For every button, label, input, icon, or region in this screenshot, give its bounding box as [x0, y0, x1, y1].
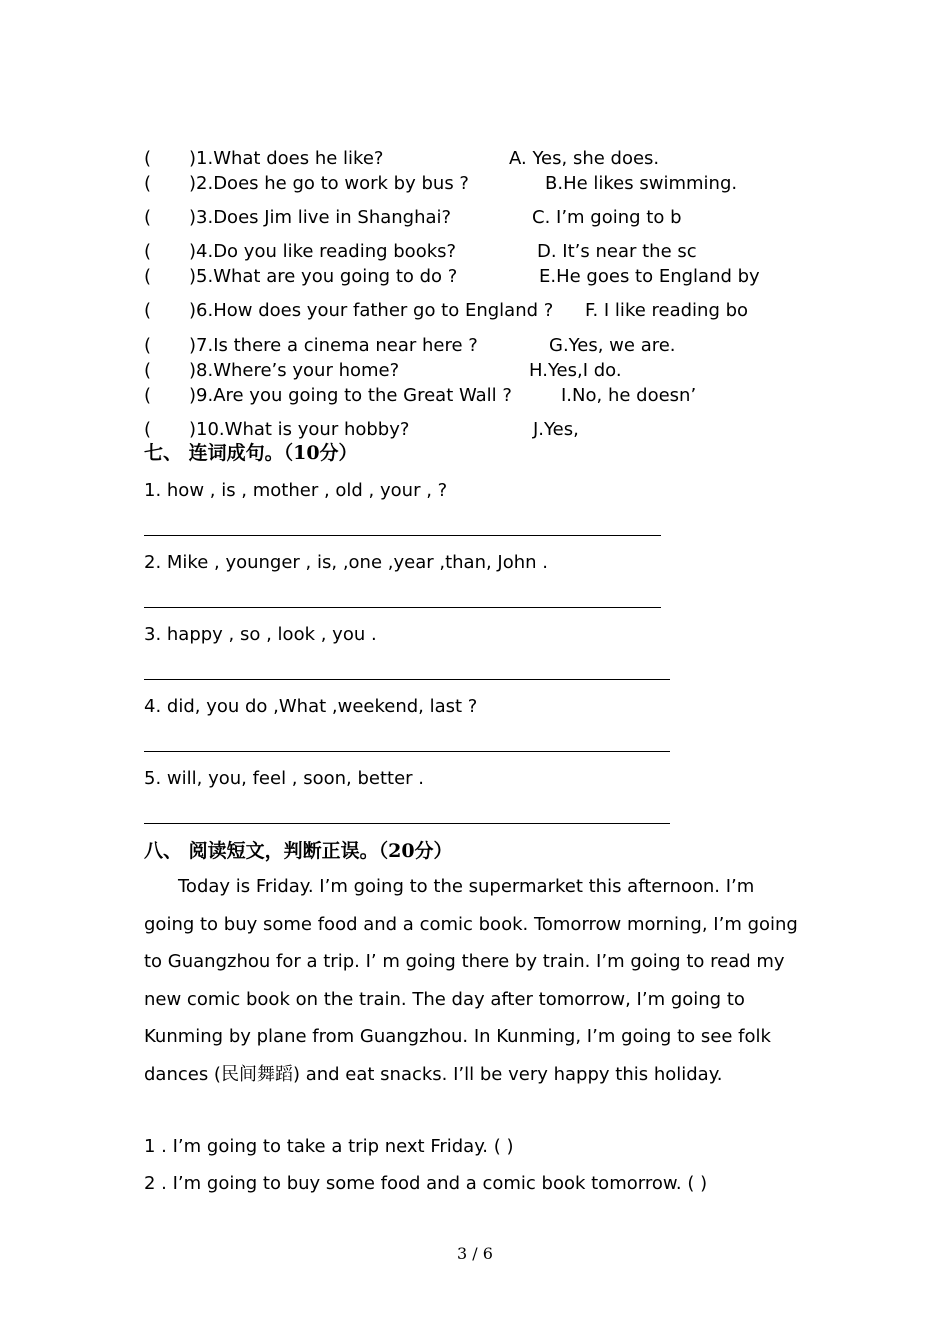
sentence-item: 4. did, you do ,What ,weekend, last ? — [144, 696, 478, 717]
question-text: )1.What does he like? — [189, 148, 384, 169]
answer-paren: ( — [144, 148, 152, 169]
answer-paren: ( — [144, 207, 152, 228]
sentence-item: 3. happy , so , look , you . — [144, 624, 377, 645]
answer-line — [144, 607, 661, 608]
question-text: )5.What are you going to do ? — [189, 266, 458, 287]
answer-option: I.No, he doesn’ — [561, 385, 697, 406]
answer-option: F. I like reading bo — [585, 300, 749, 321]
judgement-question: 2 . I’m going to buy some food and a comic book tomorrow. ( ) — [144, 1173, 708, 1194]
answer-paren: ( — [144, 335, 152, 356]
question-text: )3.Does Jim live in Shanghai? — [189, 207, 452, 228]
page-number: 3 / 6 — [457, 1244, 493, 1263]
answer-option: D. It’s near the sc — [537, 241, 697, 262]
question-text: )4.Do you like reading books? — [189, 241, 457, 262]
answer-paren: ( — [144, 385, 152, 406]
answer-line — [144, 679, 670, 680]
question-text: )7.Is there a cinema near here ? — [189, 335, 478, 356]
answer-option: C. I’m going to b — [532, 207, 682, 228]
answer-paren: ( — [144, 266, 152, 287]
answer-option: B.He likes swimming. — [545, 173, 738, 194]
answer-option: G.Yes, we are. — [549, 335, 676, 356]
answer-option: J.Yes, — [533, 419, 579, 440]
question-text: )8.Where’s your home? — [189, 360, 400, 381]
answer-paren: ( — [144, 241, 152, 262]
answer-paren: ( — [144, 419, 152, 440]
question-text: )9.Are you going to the Great Wall ? — [189, 385, 512, 406]
sentence-item: 1. how , is , mother , old , your , ? — [144, 480, 448, 501]
judgement-question: 1 . I’m going to take a trip next Friday. ( ) — [144, 1136, 514, 1157]
reading-passage — [144, 868, 806, 1093]
passage-text: Today is Friday. I’m going to the supermarket this afternoon. I’m going to buy some food and a comic book. Tomorrow morning, I’m going to Guangzhou for a trip. I’ m going there by train. I’m going to read my new comic book on the train. The day after tomorrow, I’m going to Kunming by plane from Guangzhou. In Kunming, I’m going to see folk dances (民间舞蹈) and eat snacks. I’ll be very happy this holiday. — [144, 876, 798, 1085]
answer-paren: ( — [144, 173, 152, 194]
answer-option: A. Yes, she does. — [509, 148, 660, 169]
sentence-item: 5. will, you, feel , soon, better . — [144, 768, 425, 789]
answer-option: E.He goes to England by — [539, 266, 760, 287]
answer-paren: ( — [144, 360, 152, 381]
question-text: )6.How does your father go to England ? — [189, 300, 554, 321]
sentence-item: 2. Mike , younger , is, ,one ,year ,than, John . — [144, 552, 549, 573]
section-7-title: 七、 连词成句。（10分） — [144, 442, 358, 464]
question-text: )2.Does he go to work by bus ? — [189, 173, 469, 194]
answer-option: H.Yes,I do. — [529, 360, 622, 381]
question-text: )10.What is your hobby? — [189, 419, 410, 440]
answer-line — [144, 751, 670, 752]
answer-line — [144, 535, 661, 536]
answer-paren: ( — [144, 300, 152, 321]
section-8-title: 八、 阅读短文，判断正误。（20分） — [144, 840, 453, 862]
answer-line — [144, 823, 670, 824]
